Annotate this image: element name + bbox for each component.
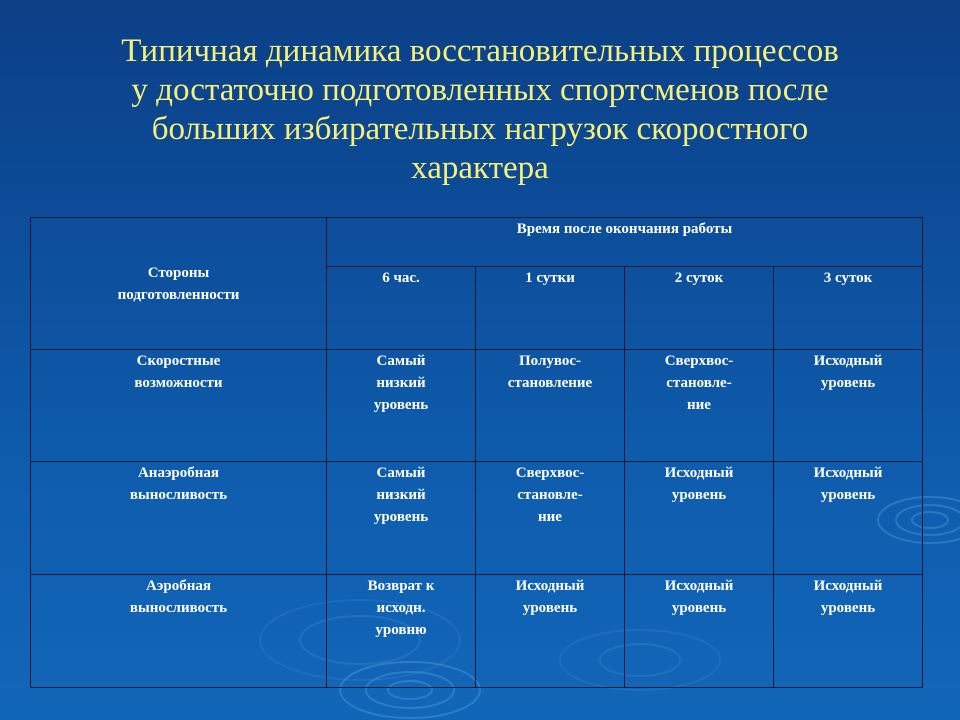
time-header-label: Время после окончания работы	[516, 221, 733, 237]
row-label-speed: Скоростные возможности	[31, 350, 327, 462]
time-column-3d: 3 суток	[774, 267, 923, 350]
table-cell: Исходный уровень	[476, 575, 625, 688]
title-line-2: у достаточно подготовленных спортсменов после	[131, 72, 829, 108]
time-column-header	[327, 218, 923, 267]
title-line-1: Типичная динамика восстановительных процессов	[121, 33, 839, 69]
time-column-6h: 6 час.	[327, 267, 476, 350]
table-header-row	[31, 218, 923, 267]
aspect-column-header	[31, 218, 327, 350]
title-line-4: характера	[411, 150, 549, 186]
table-cell: Исходный уровень	[774, 350, 923, 462]
recovery-dynamics-table	[30, 217, 923, 688]
table-cell: Исходный уровень	[774, 575, 923, 688]
table-cell: Самый низкий уровень	[327, 462, 476, 575]
table-cell: Исходный уровень	[774, 462, 923, 575]
table-cell: Самый низкий уровень	[327, 350, 476, 462]
slide-title	[40, 32, 920, 188]
table-cell: Полувос- становление	[476, 350, 625, 462]
row-label-anaerobic: Анаэробная выносливость	[31, 462, 327, 575]
table-cell: Сверхвос- становле- ние	[625, 350, 774, 462]
table-row	[31, 350, 923, 462]
table-cell: Возврат к исходн. уровню	[327, 575, 476, 688]
table-cell: Сверхвос- становле- ние	[476, 462, 625, 575]
title-line-3: больших избирательных нагрузок скоростного	[151, 111, 809, 147]
aspect-header-label: Стороны подготовленности	[117, 264, 240, 303]
time-column-1d: 1 сутки	[476, 267, 625, 350]
table-row	[31, 462, 923, 575]
time-column-2d: 2 суток	[625, 267, 774, 350]
table-cell: Исходный уровень	[625, 575, 774, 688]
table-cell: Исходный уровень	[625, 462, 774, 575]
table-row	[31, 575, 923, 688]
row-label-aerobic: Аэробная выносливость	[31, 575, 327, 688]
